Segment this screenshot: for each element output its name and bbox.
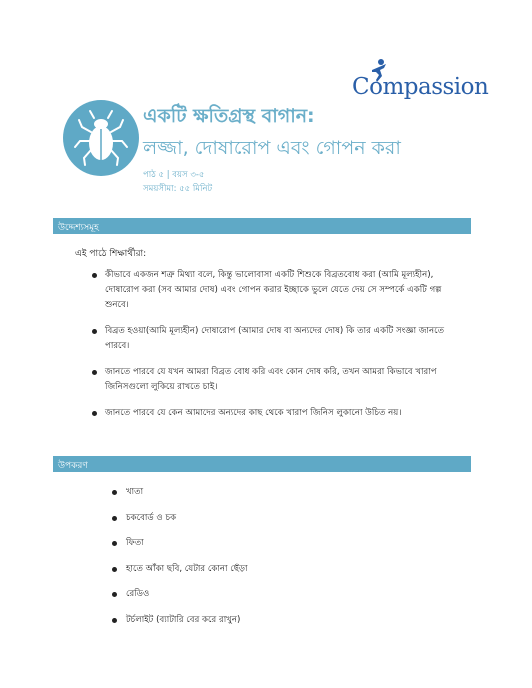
materials-header xyxy=(53,456,471,472)
list-item: বিব্রত হওয়া(আমি মূল্যহীন) দোষারোপ (আমার দোষ বা অন্যদের দোষ) কি তার একটি সংজ্ঞা জানতে পারবে। xyxy=(92,324,462,354)
lesson-age: পাঠ ৫ | বয়স ৩-৫ xyxy=(143,170,205,180)
list-item: জানতে পারবে যে যখন আমরা বিব্রত বোধ করি এবং কোন দোষ করি, তখন আমরা কিভাবে খারাপ জিনিসগুলো লুকিয়ে রাখতে চাই। xyxy=(92,365,462,395)
lesson-badge xyxy=(63,100,139,176)
lesson-title: একটি ক্ষতিগ্রস্থ বাগান: xyxy=(143,105,315,127)
bug-icon xyxy=(63,100,139,176)
list-item: হাতে আঁকা ছবি, যেটার কোনা ছেঁড়া xyxy=(112,563,248,576)
list-item: খাতা xyxy=(112,486,248,499)
objectives-header xyxy=(53,218,471,234)
list-item: জানতে পারবে যে কেন আমাদের অন্যদের কাছ থেকে খারাপ জিনিস লুকানো উচিত নয়। xyxy=(92,406,462,421)
list-item: চকবোর্ড ও চক xyxy=(112,512,248,525)
logo-text: Compassion xyxy=(352,74,489,100)
lesson-subtitle: লজ্জা, দোষারোপ এবং গোপন করা xyxy=(143,137,401,159)
objectives-list xyxy=(92,268,462,432)
materials-heading: উপকরণ xyxy=(58,461,88,471)
list-item: কীভাবে একজন শত্রু মিথ্যা বলে, কিন্তু ভালোবাসা একটি শিশুকে বিব্রতবোধ করা (আমি মূল্যহীন), দোষারোপ করা (সব আমার দোষ) এবং গোপন করার ইচ্ছাকে ভুলে যেতে দেয় সে সম্পর্কে একটি গল্প শুনবে। xyxy=(92,268,462,313)
objectives-heading: উদ্দেশ্যসমূহ xyxy=(58,223,99,233)
lesson-duration: সময়সীমা: ৫৫ মিনিট xyxy=(143,184,213,194)
list-item: টর্চলাইট (ব্যাটারি বের করে রাখুন) xyxy=(112,614,248,627)
objectives-intro: এই পাঠে শিক্ষার্থীরা: xyxy=(75,249,147,259)
materials-list xyxy=(112,486,248,639)
list-item: রেডিও xyxy=(112,588,248,601)
list-item: ফিতা xyxy=(112,537,248,550)
compassion-logo xyxy=(352,58,489,106)
